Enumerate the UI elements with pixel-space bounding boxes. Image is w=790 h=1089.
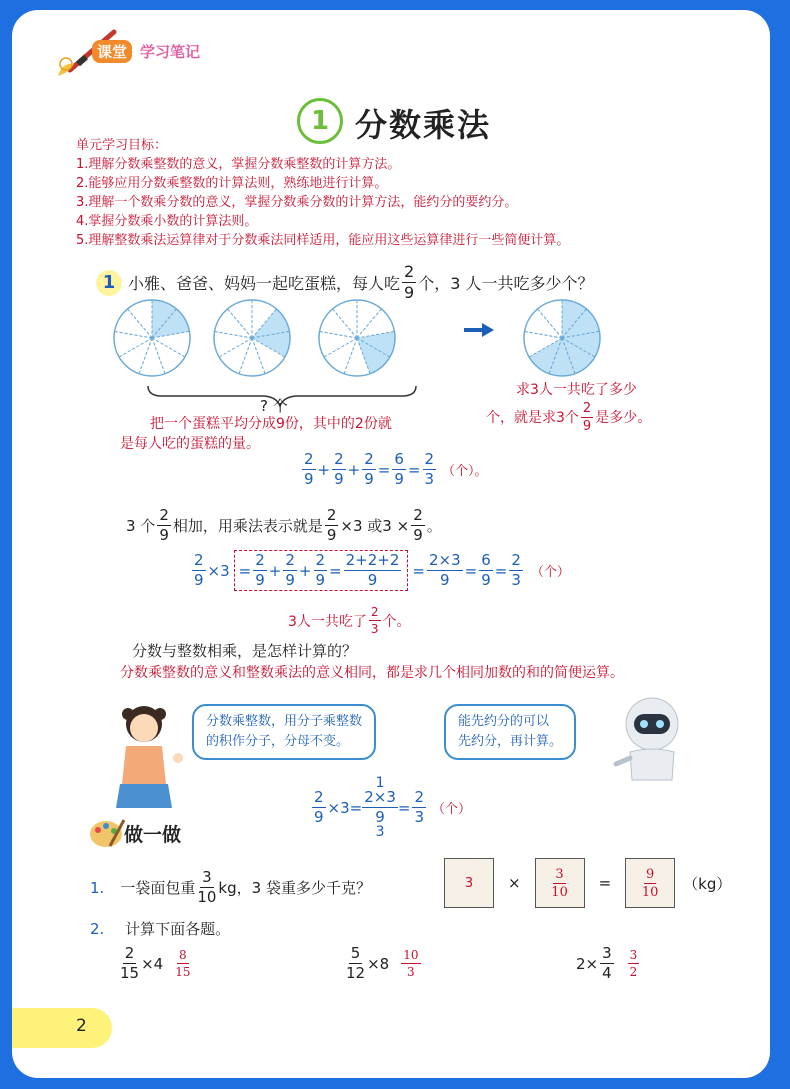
arrow-icon-head [482,323,494,337]
goal-item: 2.能够应用分数乘整数的计算法则，熟练地进行计算。 [76,176,388,191]
girl-speech-bubble: 分数乘整数，用分子乘整数 的积作分子，分母不变。 [192,704,376,760]
problem-text: 小雅、爸爸、妈妈一起吃蛋糕，每人吃 [128,274,401,293]
brand-text: 学习笔记 [140,43,201,61]
unit-title: 分数乘法 [355,106,492,144]
reduce-equation: $\frac{2}{9}$ ×3= 1 $\frac{2\times 3}{9}$ 3 = $\frac{2}{3}$ （个） [314,775,472,840]
practice-heading: 做一做 [124,824,182,846]
page-number: 2 [76,1016,87,1036]
answer-box[interactable]: $\frac{3}{10}$ [535,858,585,908]
answer-boxes: 3 × $\frac{3}{10}$ = $\frac{9}{10}$ （kg） [444,858,731,908]
exercise-item: $\frac{5}{12}$ ×8 $\frac{10}{3}$ [346,944,419,982]
answer-text: 分数乘整数的意义和整数乘法的意义相同，都是求几个相同加数的和的简便运算。 [120,665,624,681]
robot-illustration [606,694,696,784]
question-text: 分数与整数相乘，是怎样计算的？ [132,642,358,660]
robot-speech-bubble: 能先约分的可以 先约分，再计算。 [444,704,576,760]
note-three-people: 求3人一共吃了多少 个，就是求3个 $\frac{2}{9}$ 是多少。 [486,382,652,434]
palette-icon [88,816,128,850]
brand [92,40,200,63]
dashed-box: = $\frac{2}{9}$ + $\frac{2}{9}$ + $\frac{2}{9}$ = $\frac{2+2+2}{9}$ [234,550,409,591]
product-equation: $\frac{2}{9}$ ×3 = $\frac{2}{9}$ + $\frac{2}{9}$ + $\frac{2}{9}$ = $\frac{2+2+2}{9}$ = $\frac{2\times 3}{9}$ = $\frac{6}{9}$ = $\frac{2}{3}$ （个） [194,551,570,589]
goal-item: 3.理解一个数乘分数的意义，掌握分数乘分数的计算方法，能约分的要约分。 [76,195,518,210]
brand-badge: 课堂 [92,40,132,63]
problem-text: 个，3 人一共吃多少个？ [418,274,594,293]
page-number-tab [12,1008,112,1048]
practice-q2: 2. 计算下面各题。 [90,920,231,938]
answer-box[interactable]: $\frac{9}{10}$ [625,858,675,908]
answer-box[interactable]: 3 [444,858,494,908]
goal-item: 1.理解分数乘整数的意义，掌握分数乘整数的计算方法。 [76,157,401,172]
practice-q1: 1. 一袋面包重 $\frac{3}{10}$ kg，3 袋重多少千克？ [90,868,371,906]
multiplication-sentence: 3 个 $\frac{2}{9}$ 相加，用乘法表示就是 $\frac{2}{9}$ ×3 或3 × $\frac{2}{9}$ 。 [126,506,442,544]
goals-heading: 单元学习目标： [76,138,168,153]
girl-illustration [106,696,186,808]
brace-label: ? 个 [260,397,288,415]
exercise-item: $\frac{2}{15}$ ×4 $\frac{8}{15}$ [120,944,191,982]
learning-goals [76,136,569,250]
addition-equation: $\frac{2}{9}$ + $\frac{2}{9}$ + $\frac{2}{9}$ = $\frac{6}{9}$ = $\frac{2}{3}$ （个）。 [304,450,488,488]
unit-number: 1 [297,98,343,144]
note-split: 把一个蛋糕平均分成9份，其中的2份就 是每人吃的蛋糕的量。 [120,416,392,452]
problem-number: 1 [96,270,122,296]
goal-item: 5.理解整数乘法运算律对于分数乘法同样适用，能应用这些运算律进行一些简便计算。 [76,233,570,248]
page [12,10,770,1078]
total-answer: 3人一共吃了 $\frac{2}{3}$ 个。 [288,605,411,636]
exercise-item: 2× $\frac{3}{4}$ $\frac{3}{2}$ [576,944,638,982]
fraction: $\frac{2}{9}$ [404,262,415,302]
goal-item: 4.掌握分数乘小数的计算法则。 [76,214,258,229]
